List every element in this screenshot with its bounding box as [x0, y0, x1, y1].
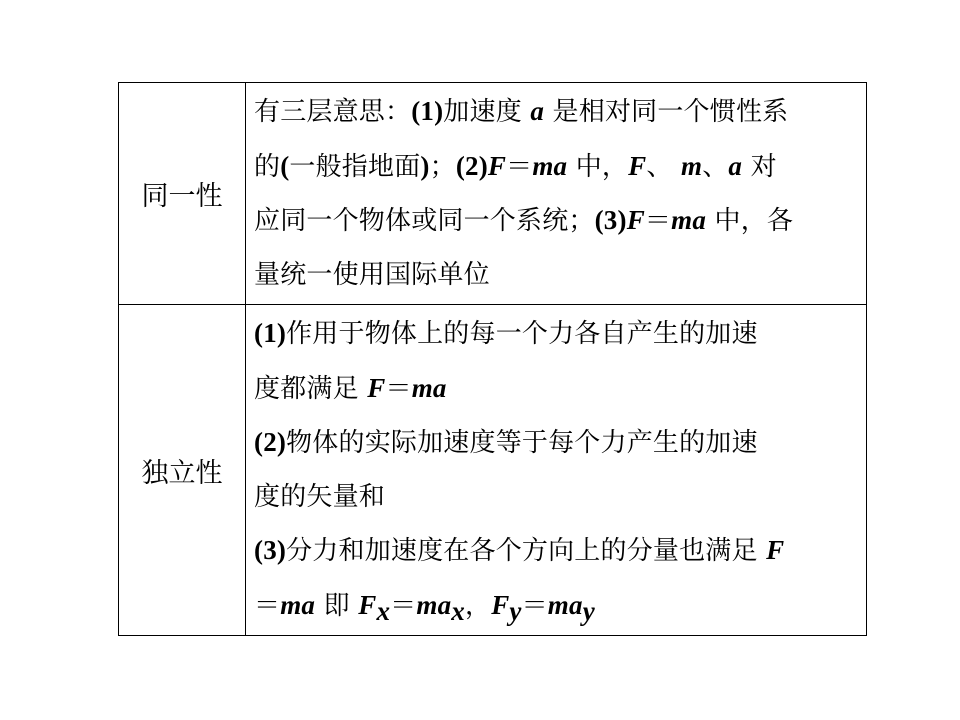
- content-line: 量统一使用国际单位: [254, 259, 490, 290]
- content-line: 应同一个物体或同一个系统；(3)F＝ma 中，各: [254, 205, 794, 236]
- row-content: [246, 305, 867, 636]
- row-label: 独立性: [119, 305, 246, 636]
- content-line: 度的矢量和: [254, 481, 386, 512]
- properties-table: [118, 82, 867, 636]
- content-line: 有三层意思：(1)加速度 a 是相对同一个惯性系: [254, 96, 789, 127]
- content-line: 的(一般指地面)；(2)F＝ma 中，F、 m、a 对: [254, 150, 777, 182]
- row-content: [246, 83, 867, 305]
- table-row: [119, 305, 867, 636]
- content-line: (2)物体的实际加速度等于每个力产生的加速: [254, 427, 758, 458]
- content-line: 度都满足 F＝ma: [254, 372, 447, 404]
- content-line: ＝ma 即 $F_x=ma_x$，$F_y=ma_y$: [254, 589, 595, 626]
- table-row: [119, 83, 867, 305]
- row-label: 同一性: [119, 83, 246, 305]
- content-line: (3)分力和加速度在各个方向上的分量也满足 F: [254, 535, 785, 566]
- content-line: (1)作用于物体上的每一个力各自产生的加速: [254, 318, 758, 349]
